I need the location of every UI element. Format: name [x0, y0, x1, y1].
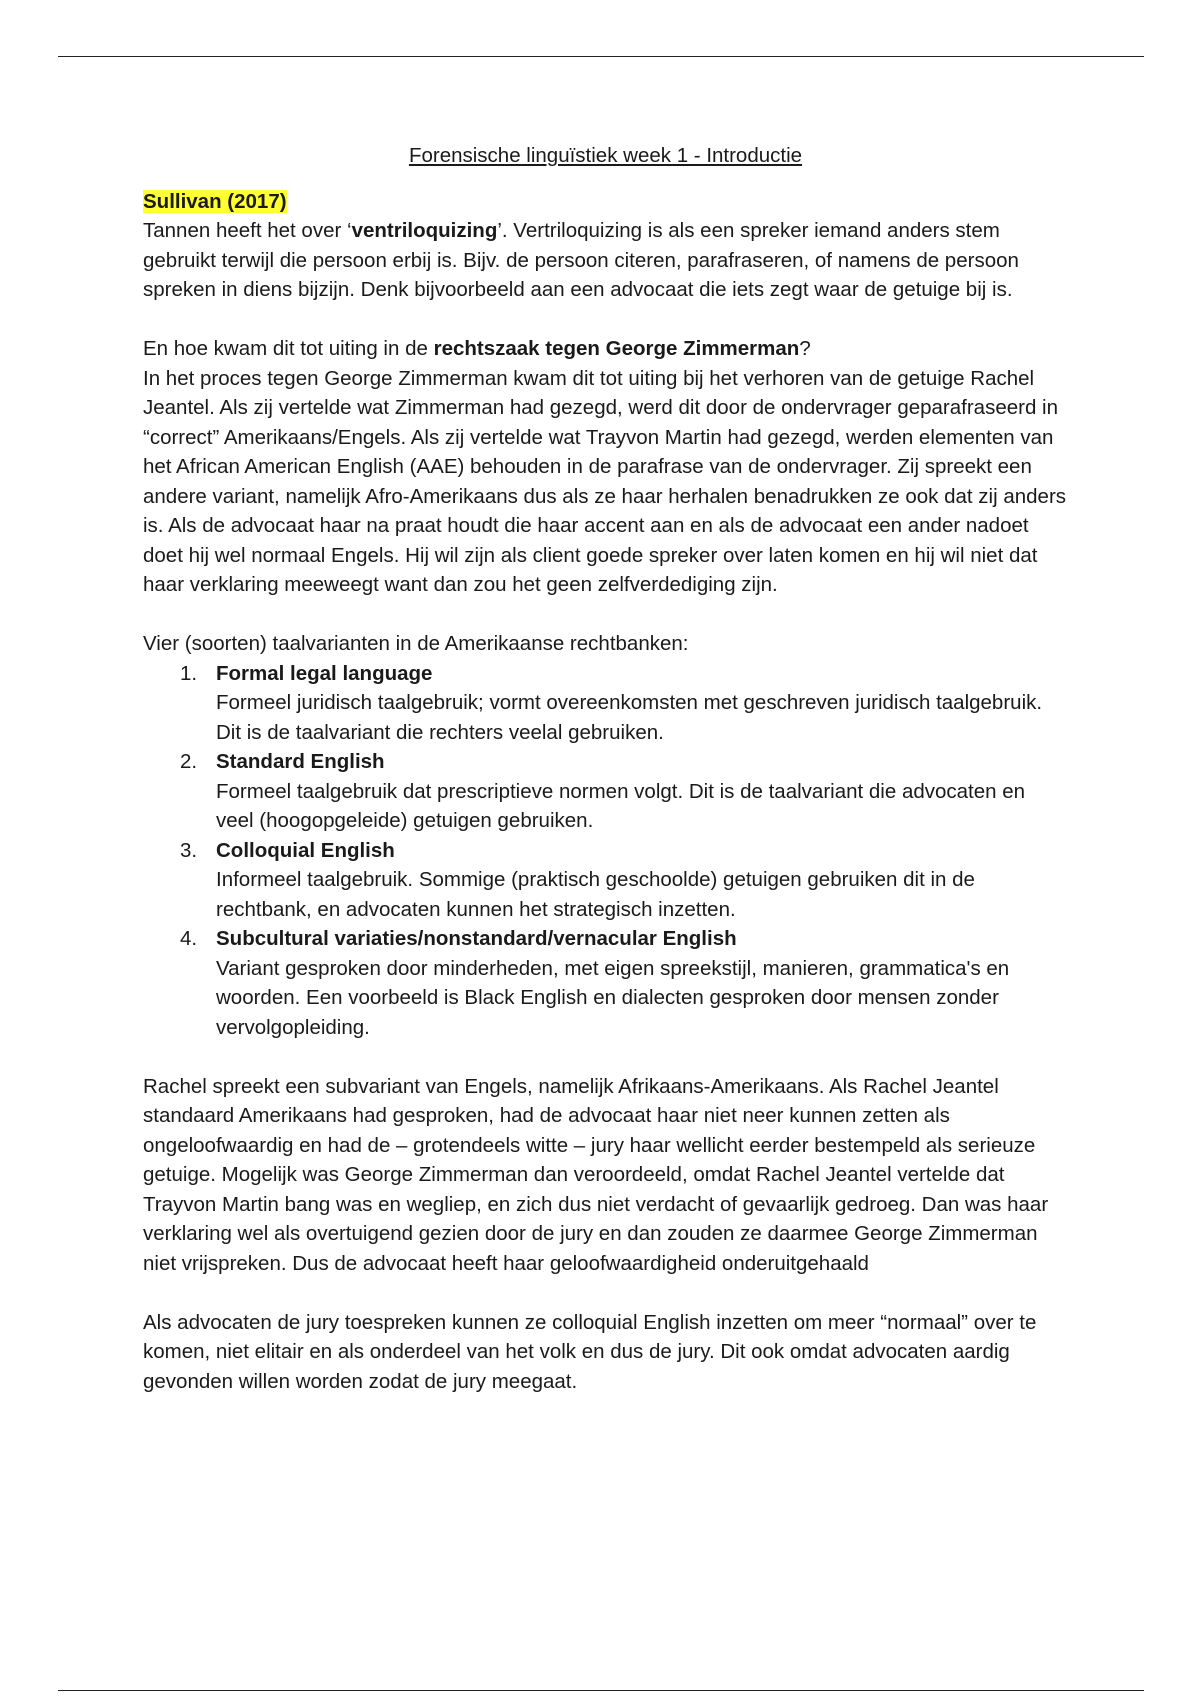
list-item	[143, 836, 1068, 925]
list-number: 1.	[180, 661, 198, 685]
variety-name: Subcultural variaties/nonstandard/vernacular English	[216, 927, 737, 950]
term-ventriloquizing: ventriloquizing	[351, 219, 498, 242]
varieties-list	[143, 659, 1068, 1043]
source-highlight: Sullivan (2017)	[143, 189, 287, 213]
list-intro: Vier (soorten) taalvarianten in de Amerikaanse rechtbanken:	[143, 632, 689, 655]
case-name: rechtszaak tegen George Zimmerman	[433, 337, 800, 360]
list-item	[143, 659, 1068, 748]
variety-description: Formeel taalgebruik dat prescriptieve normen volgt. Dit is de taalvariant die advocaten en veel (hoogopgeleide) getuigen gebruiken.	[216, 779, 1026, 832]
list-number: 2.	[180, 750, 198, 773]
footer-rule	[58, 1690, 1144, 1691]
variety-description: Variant gesproken door minderheden, met eigen spreekstijl, manieren, grammatica's en woorden. Een voorbeeld is Black English en dialecten gesproken door mensen zonder vervolgopleiding.	[216, 956, 1010, 1039]
question-line: En hoe kwam dit tot uiting in de rechtszaak tegen George Zimmerman?	[143, 337, 811, 360]
list-number: 3.	[180, 838, 198, 862]
list-item	[143, 924, 1068, 1042]
list-number: 4.	[180, 927, 198, 950]
paragraph-ventriloquizing: Tannen heeft het over ‘ventriloquizing’. Vertriloquizing is als een spreker iemand anders stem gebruikt terwijl die persoon erbij is. Bijv. de persoon citeren, parafraseren, of namens de persoon spreken in diens bijzijn. Denk bijvoorbeeld aan een advocaat die iets zegt waar de getuige bij is.	[143, 219, 1019, 301]
header-rule	[58, 56, 1144, 57]
variety-name: Standard English	[216, 750, 385, 773]
paragraph-rachel: Rachel spreekt een subvariant van Engels, namelijk Afrikaans-Amerikaans. Als Rachel Jeantel standaard Amerikaans had gesproken, had de advocaat haar niet neer kunnen zetten als ongeloofwaardig en had de – grotendeels witte – jury haar wellicht eerder bestempeld als serieuze getuige. Mogelijk was George Zimmerman dan veroordeeld, omdat Rachel Jeantel vertelde dat Trayvon Martin bang was en wegliep, en zich dus niet verdacht of gevaarlijk gedroeg. Dan was haar verklaring wel als overtuigend gezien door de jury en dan zouden ze daarmee George Zimmerman niet vrijspreken. Dus de advocaat heeft haar geloofwaardigheid onderuitgehaald	[143, 1074, 1049, 1275]
paragraph-zimmerman: In het proces tegen George Zimmerman kwam dit tot uiting bij het verhoren van de getuige Rachel Jeantel. Als zij vertelde wat Zimmerman had gezegd, werd dit door de ondervrager geparafraseerd in “correct” Amerikaans/Engels. Als zij vertelde wat Trayvon Martin had gezegd, werden elementen van het African American English (AAE) behouden in de parafrase van de ondervrager. Zij spreekt een andere variant, namelijk Afro-Amerikaans dus als ze haar herhalen benadrukken ze ook dat zij anders is. Als de advocaat haar na praat houdt die haar accent aan en als de advocaat een ander nadoet doet hij wel normaal Engels. Hij wil zijn als client goede spreker over laten komen en hij wil niet dat haar verklaring meeweegt want dan zou het geen zelfverdediging zijn.	[143, 366, 1067, 596]
list-item	[143, 747, 1068, 836]
variety-name: Colloquial English	[216, 838, 395, 862]
variety-description: Informeel taalgebruik. Sommige (praktisch geschoolde) getuigen gebruiken dit in de rechtbank, en advocaten kunnen het strategisch inzetten.	[216, 868, 975, 921]
paragraph-advocates: Als advocaten de jury toespreken kunnen ze colloquial English inzetten om meer “normaal” over te komen, niet elitair en als onderdeel van het volk en dus de jury. Dit ook omdat advocaten aardig gevonden willen worden zodat de jury meegaat.	[143, 1310, 1037, 1393]
variety-description: Formeel juridisch taalgebruik; vormt overeenkomsten met geschreven juridisch taalgebruik. Dit is de taalvariant die rechters veelal gebruiken.	[216, 691, 1043, 744]
variety-name: Formal legal language	[216, 661, 433, 685]
document-body	[143, 141, 1068, 1396]
document-title: Forensische linguïstiek week 1 - Introductie	[408, 144, 803, 167]
source-heading	[143, 187, 1068, 217]
